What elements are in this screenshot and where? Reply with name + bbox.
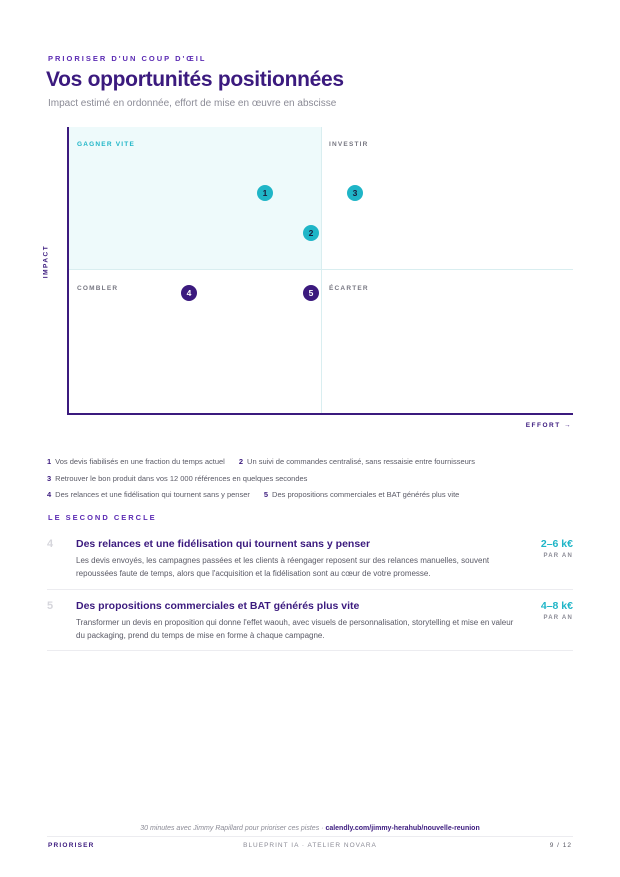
opportunity-point-4: 4 [181,285,197,301]
footer-note-text: 30 minutes avec Jimmy Rapillard pour prioriser ces pistes · [140,825,326,832]
legend-num: 4 [47,490,52,499]
opportunity-point-2: 2 [303,225,319,241]
quadrant-label-quick-wins: GAGNER VITE [77,141,135,148]
card-description: Les devis envoyés, les campagnes passées et les clients à réengager reposent sur des relances manuelles, souvent repoussées faute de temps, alors que l'acquisition et la fidélisation sont au cœur de votre promesse. [76,556,490,578]
opportunity-point-1: 1 [257,185,273,201]
legend-row-1 [47,457,475,466]
opportunity-point-5: 5 [303,285,319,301]
quadrant-highlight [67,127,321,270]
x-axis-label: EFFORT → [525,422,572,429]
booking-link[interactable]: calendly.com/jimmy-herahub/nouvelle-reunion [325,825,480,832]
quadrant-label-fill: COMBLER [77,285,119,292]
page-subtitle: Impact estimé en ordonnée, effort de mise en œuvre en abscisse [48,98,337,109]
footer-document-name: BLUEPRINT IA · ATELIER NOVARA [243,842,377,849]
legend-text: Des relances et une fidélisation qui tournent sans y penser [55,490,250,499]
y-axis-label: IMPACT [42,244,50,279]
legend-num: 1 [47,457,52,466]
card-number: 5 [47,600,54,612]
y-axis [67,127,69,415]
page-number: 9 / 12 [549,842,572,849]
quadrant-label-discard: ÉCARTER [329,285,369,292]
footer-section: PRIORISER [48,842,95,849]
divider-vertical [321,127,322,413]
legend-num: 3 [47,474,52,483]
opportunity-card-5 [47,600,573,651]
card-amount: 4–8 k€ [540,600,573,612]
section-heading: LE SECOND CERCLE [48,513,157,522]
legend-row-2 [47,474,307,483]
quadrant-label-invest: INVESTIR [329,141,369,148]
legend-row-3 [47,490,459,499]
footer-note [0,825,620,832]
card-period: PAR AN [543,553,573,559]
legend-text: Retrouver le bon produit dans vos 12 000 références en quelques secondes [55,474,308,483]
card-description: Transformer un devis en proposition qui donne l'effet waouh, avec visuels de personnalisation, storytelling et mise en valeur du packaging, prend du temps de mise en forme à chaque campagne. [76,618,514,640]
footer-divider [47,836,573,837]
opportunity-card-4 [47,538,573,590]
legend-num: 2 [238,457,244,466]
page-title: Vos opportunités positionnées [46,68,344,91]
legend-text: Un suivi de commandes centralisé, sans ressaisie entre fournisseurs [247,457,476,466]
card-title: Des propositions commerciales et BAT générés plus vite [76,600,360,612]
legend-text: Vos devis fiabilisés en une fraction du temps actuel [55,457,225,466]
divider-horizontal [69,269,573,270]
priority-matrix [67,127,573,415]
card-title: Des relances et une fidélisation qui tournent sans y penser [76,538,371,550]
card-period: PAR AN [543,615,573,621]
legend-text: Des propositions commerciales et BAT générés plus vite [272,490,460,499]
card-amount: 2–6 k€ [540,538,573,550]
card-number: 4 [47,538,54,550]
page-kicker: PRIORISER D'UN COUP D'ŒIL [48,54,207,63]
legend-num: 5 [263,490,269,499]
x-axis [67,413,573,415]
opportunity-point-3: 3 [347,185,363,201]
